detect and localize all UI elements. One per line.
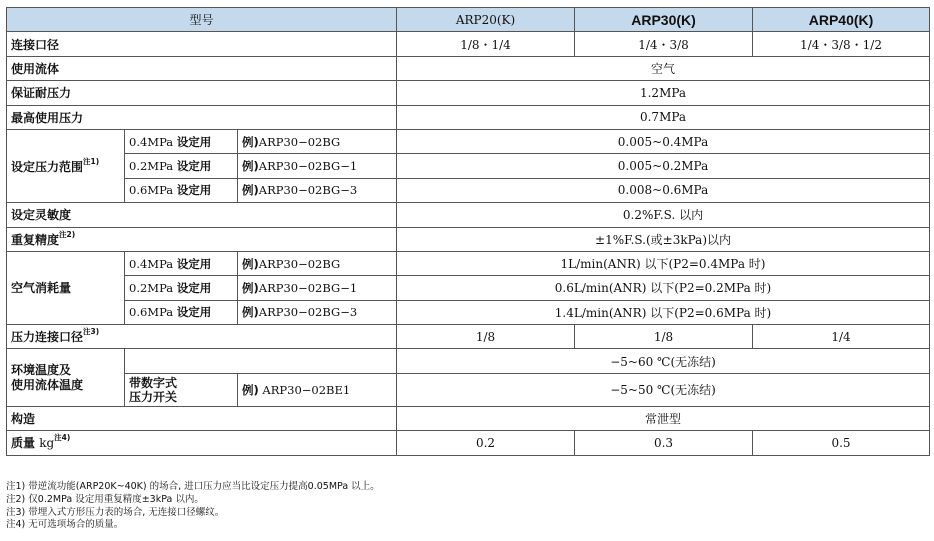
set-range-value: 0.005~0.2MPa — [397, 154, 930, 178]
set-range-pressure: 0.2MPa 设定用 — [125, 154, 238, 178]
set-range-example: 例)ARP30−02BG−1 — [238, 154, 397, 178]
sensitivity-row — [7, 203, 930, 227]
gauge-port-row — [7, 325, 930, 349]
footnote-2: 注2) 仅0.2MPa 设定用重复精度±3kPa 以内。 — [6, 493, 204, 505]
temperature-switch-row — [7, 373, 930, 406]
sensitivity-label: 设定灵敏度 — [7, 203, 397, 227]
air-consumption-value: 1.4L/min(ANR) 以下(P2=0.6MPa 时) — [397, 300, 930, 324]
max-pressure-row — [7, 105, 930, 129]
weight-label-cell — [7, 431, 397, 455]
repeatability-note: 注2) — [59, 229, 76, 239]
air-consumption-row — [7, 276, 930, 300]
repeatability-label: 重复精度 — [11, 232, 60, 247]
proof-pressure-label: 保证耐压力 — [7, 81, 397, 105]
air-consumption-example: 例)ARP30−02BG — [238, 251, 397, 275]
set-range-example: 例)ARP30−02BG — [238, 129, 397, 153]
repeatability-label-cell — [7, 227, 397, 251]
model-arp30: ARP30(K) — [575, 8, 753, 32]
port-size-row — [7, 32, 930, 56]
temperature-label-line2: 使用流体温度 — [11, 377, 84, 392]
air-consumption-label: 空气消耗量 — [7, 251, 125, 324]
air-consumption-row — [7, 251, 930, 275]
footnote-3: 注3) 带埋入式方形压力表的场合, 无连接口径螺纹。 — [6, 506, 225, 518]
port-size-arp40: 1/4・3/8・1/2 — [753, 32, 930, 56]
weight-arp40: 0.5 — [753, 431, 930, 455]
set-range-pressure: 0.4MPa 设定用 — [125, 129, 238, 153]
air-consumption-pressure: 0.2MPa 设定用 — [125, 276, 238, 300]
gauge-port-label-cell — [7, 325, 397, 349]
weight-label: 质量 — [11, 436, 36, 451]
footnote-1: 注1) 带逆流功能(ARP20K~40K) 的场合, 进口压力应当比设定压力提高0.05MPa 以上。 — [6, 481, 380, 492]
temperature-blank — [125, 349, 397, 373]
temperature-row — [7, 349, 930, 373]
port-size-label: 连接口径 — [7, 32, 397, 56]
weight-arp30: 0.3 — [575, 431, 753, 455]
repeatability-row — [7, 227, 930, 251]
set-range-row — [7, 129, 930, 153]
temperature-switch-example: 例) ARP30−02BE1 — [238, 373, 397, 406]
air-consumption-value: 0.6L/min(ANR) 以下(P2=0.2MPa 时) — [397, 276, 930, 300]
set-range-note: 注1) — [83, 156, 100, 166]
max-pressure-value: 0.7MPa — [397, 105, 930, 129]
gauge-port-arp20: 1/8 — [397, 325, 575, 349]
proof-pressure-row — [7, 81, 930, 105]
air-consumption-example: 例)ARP30−02BG−1 — [238, 276, 397, 300]
proof-pressure-value: 1.2MPa — [397, 81, 930, 105]
set-range-label-cell — [7, 129, 125, 202]
air-consumption-example: 例)ARP30−02BG−3 — [238, 300, 397, 324]
air-consumption-pressure: 0.6MPa 设定用 — [125, 300, 238, 324]
set-range-label: 设定压力范围 — [11, 159, 84, 174]
gauge-port-note: 注3) — [83, 327, 100, 337]
gauge-port-arp40: 1/4 — [753, 325, 930, 349]
port-size-arp30: 1/4・3/8 — [575, 32, 753, 56]
model-arp40: ARP40(K) — [753, 8, 930, 32]
port-size-arp20: 1/8・1/4 — [397, 32, 575, 56]
temperature-label-cell — [7, 349, 125, 406]
fluid-row — [7, 56, 930, 80]
gauge-port-arp30: 1/8 — [575, 325, 753, 349]
gauge-port-label: 压力连接口径 — [11, 330, 84, 345]
set-range-example: 例)ARP30−02BG−3 — [238, 178, 397, 202]
weight-unit: kg — [39, 436, 55, 451]
repeatability-value: ±1%F.S.(或±3kPa)以内 — [397, 227, 930, 251]
weight-note: 注4) — [54, 433, 71, 443]
construction-label: 构造 — [7, 406, 397, 430]
model-arp20: ARP20(K) — [397, 8, 575, 32]
sensitivity-value: 0.2%F.S. 以内 — [397, 203, 930, 227]
air-consumption-value: 1L/min(ANR) 以下(P2=0.4MPa 时) — [397, 251, 930, 275]
spec-table — [6, 7, 930, 456]
fluid-label: 使用流体 — [7, 56, 397, 80]
temperature-label-line1: 环境温度及 — [11, 362, 72, 377]
construction-row — [7, 406, 930, 430]
set-range-pressure: 0.6MPa 设定用 — [125, 178, 238, 202]
footnote-4: 注4) 无可选项场合的质量。 — [6, 519, 124, 531]
set-range-row — [7, 154, 930, 178]
max-pressure-label: 最高使用压力 — [7, 105, 397, 129]
header-row — [7, 8, 930, 32]
temperature-switch-label: 带数字式 压力开关 — [125, 373, 238, 406]
set-range-value: 0.008~0.6MPa — [397, 178, 930, 202]
set-range-value: 0.005~0.4MPa — [397, 129, 930, 153]
construction-value: 常泄型 — [397, 406, 930, 430]
temperature-switch-value: −5~50 ℃(无冻结) — [397, 373, 930, 406]
model-header: 型号 — [7, 8, 397, 32]
weight-row — [7, 431, 930, 455]
footnotes — [6, 481, 380, 532]
fluid-value: 空气 — [397, 56, 930, 80]
weight-arp20: 0.2 — [397, 431, 575, 455]
air-consumption-row — [7, 300, 930, 324]
set-range-row — [7, 178, 930, 202]
temperature-value: −5~60 ℃(无冻结) — [397, 349, 930, 373]
air-consumption-pressure: 0.4MPa 设定用 — [125, 251, 238, 275]
